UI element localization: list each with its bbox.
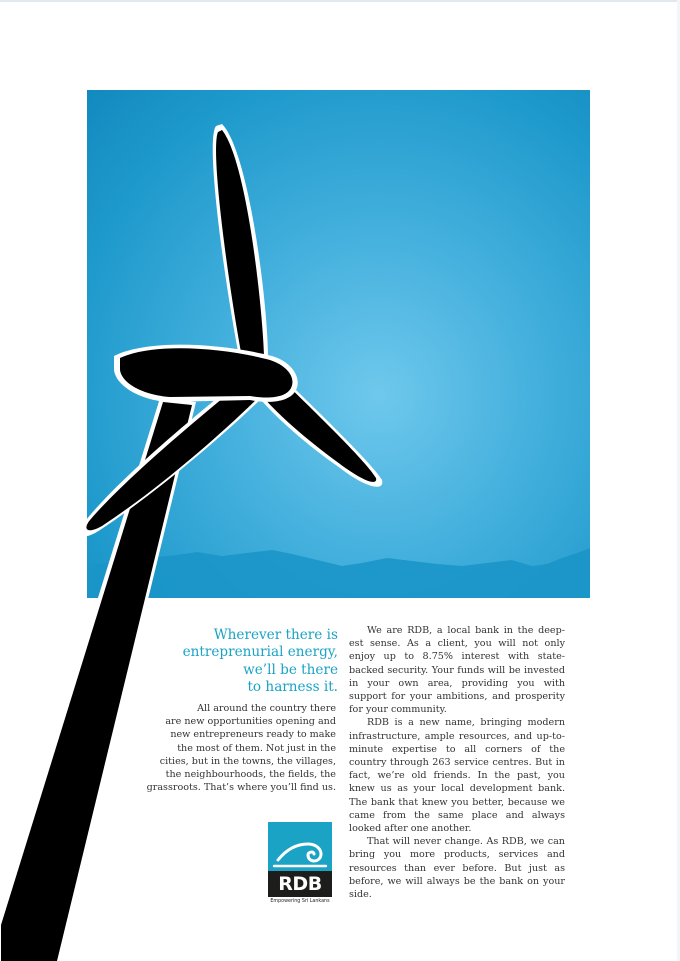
logo-wordmark: RDB (268, 871, 332, 897)
intro-line: are new opportunities opening and (165, 716, 336, 728)
wave-swirl-icon (268, 822, 332, 871)
headline-line: to harness it. (247, 679, 338, 696)
intro-line: cities, but in the towns, the villages, (159, 755, 336, 767)
body-paragraph: RDB is a new name, bringing modern infrastructure, ample resources, and up-to-minute expertise to all corners of the country through 263 service centres. But in fact, we’re old friends. In the past, you knew us as your local development bank. The bank that knew you better, because we came from the same place and always looked after one another. (349, 717, 565, 835)
intro-line: grassroots. That’s where you’ll find us. (146, 782, 336, 794)
body-paragraph: We are RDB, a local bank in the deep-est sense. As a client, you will not only enjoy up to 8.75% interest with state-backed security. Your funds will be invested in your own area, providing you with support for your ambitions, and prosperity for your community. (349, 625, 565, 716)
intro-text (132, 702, 336, 794)
headline (150, 627, 338, 697)
headline-line: Wherever there is (213, 627, 338, 643)
intro-line: the most of them. Not just in the (177, 742, 336, 754)
intro-line: the neighbourhoods, the fields, the (165, 769, 336, 781)
rdb-logo (268, 822, 332, 906)
intro-line: new entrepreneurs ready to make (170, 729, 336, 741)
body-copy (349, 624, 565, 901)
headline-line: entreprenurial energy, (182, 644, 338, 661)
blade-up (213, 124, 268, 362)
logo-tagline: Empowering Sri Lankans (270, 899, 330, 904)
headline-line: we’ll be there (243, 661, 338, 678)
nacelle (114, 345, 298, 402)
intro-line: All around the country there (197, 703, 336, 714)
body-paragraph: That will never change. As RDB, we can bring you more products, services and resources than ever before. But just as before, we will always be the bank on your side. (349, 836, 565, 901)
